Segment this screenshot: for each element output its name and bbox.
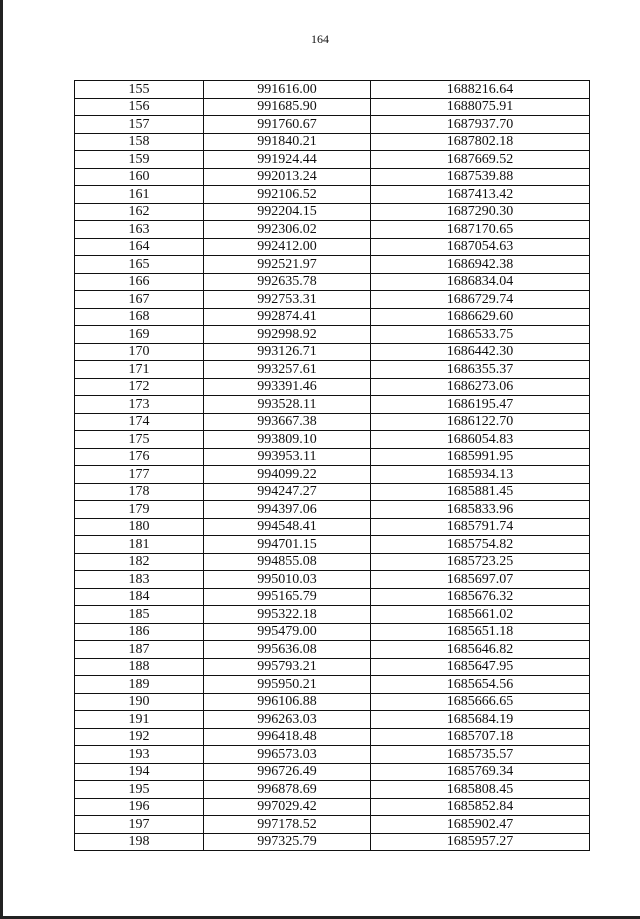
table-row [75,553,590,571]
table-row [75,798,590,816]
table-row [75,483,590,501]
point-number-cell: 157 [75,116,204,134]
table-row [75,326,590,344]
page-left-edge [0,0,3,919]
y-coordinate-cell: 1687170.65 [371,221,590,239]
y-coordinate-cell: 1688216.64 [371,81,590,99]
point-number-cell: 171 [75,361,204,379]
point-number-cell: 163 [75,221,204,239]
point-number-cell: 159 [75,151,204,169]
table-row [75,623,590,641]
table-row [75,98,590,116]
x-coordinate-cell: 994548.41 [204,518,371,536]
x-coordinate-cell: 993667.38 [204,413,371,431]
table-row [75,378,590,396]
y-coordinate-cell: 1685881.45 [371,483,590,501]
x-coordinate-cell: 995636.08 [204,641,371,659]
table-row [75,273,590,291]
x-coordinate-cell: 992106.52 [204,186,371,204]
y-coordinate-cell: 1685654.56 [371,676,590,694]
y-coordinate-cell: 1685697.07 [371,571,590,589]
x-coordinate-cell: 996106.88 [204,693,371,711]
y-coordinate-cell: 1685684.19 [371,711,590,729]
table-row [75,466,590,484]
table-row [75,186,590,204]
y-coordinate-cell: 1686533.75 [371,326,590,344]
table-row [75,396,590,414]
y-coordinate-cell: 1686442.30 [371,343,590,361]
x-coordinate-cell: 994397.06 [204,501,371,519]
y-coordinate-cell: 1688075.91 [371,98,590,116]
point-number-cell: 186 [75,623,204,641]
y-coordinate-cell: 1685676.32 [371,588,590,606]
x-coordinate-cell: 996263.03 [204,711,371,729]
point-number-cell: 191 [75,711,204,729]
table-row [75,116,590,134]
point-number-cell: 195 [75,781,204,799]
x-coordinate-cell: 991760.67 [204,116,371,134]
point-number-cell: 179 [75,501,204,519]
table-row [75,413,590,431]
x-coordinate-cell: 995950.21 [204,676,371,694]
y-coordinate-cell: 1685754.82 [371,536,590,554]
x-coordinate-cell: 991924.44 [204,151,371,169]
table-row [75,571,590,589]
point-number-cell: 155 [75,81,204,99]
x-coordinate-cell: 994099.22 [204,466,371,484]
y-coordinate-cell: 1685647.95 [371,658,590,676]
x-coordinate-cell: 995479.00 [204,623,371,641]
table-row [75,361,590,379]
table-row [75,833,590,851]
point-number-cell: 198 [75,833,204,851]
table-row [75,781,590,799]
point-number-cell: 177 [75,466,204,484]
point-number-cell: 175 [75,431,204,449]
y-coordinate-cell: 1687669.52 [371,151,590,169]
y-coordinate-cell: 1687539.88 [371,168,590,186]
table-row [75,343,590,361]
table-row [75,431,590,449]
point-number-cell: 185 [75,606,204,624]
point-number-cell: 166 [75,273,204,291]
point-number-cell: 158 [75,133,204,151]
point-number-cell: 183 [75,571,204,589]
point-number-cell: 174 [75,413,204,431]
y-coordinate-cell: 1685957.27 [371,833,590,851]
x-coordinate-cell: 994701.15 [204,536,371,554]
point-number-cell: 184 [75,588,204,606]
y-coordinate-cell: 1686942.38 [371,256,590,274]
x-coordinate-cell: 993257.61 [204,361,371,379]
point-number-cell: 172 [75,378,204,396]
x-coordinate-cell: 991616.00 [204,81,371,99]
point-number-cell: 176 [75,448,204,466]
table-row [75,763,590,781]
point-number-cell: 182 [75,553,204,571]
y-coordinate-cell: 1685666.65 [371,693,590,711]
table-row [75,746,590,764]
point-number-cell: 169 [75,326,204,344]
coordinate-table [74,80,590,851]
table-row [75,133,590,151]
point-number-cell: 164 [75,238,204,256]
x-coordinate-cell: 993809.10 [204,431,371,449]
table-row [75,536,590,554]
y-coordinate-cell: 1685791.74 [371,518,590,536]
table-row [75,728,590,746]
table-row [75,291,590,309]
page-number: 164 [311,32,329,46]
y-coordinate-cell: 1685707.18 [371,728,590,746]
table-row [75,676,590,694]
x-coordinate-cell: 993528.11 [204,396,371,414]
point-number-cell: 170 [75,343,204,361]
point-number-cell: 194 [75,763,204,781]
x-coordinate-cell: 992635.78 [204,273,371,291]
point-number-cell: 165 [75,256,204,274]
y-coordinate-cell: 1685769.34 [371,763,590,781]
table-row [75,606,590,624]
y-coordinate-cell: 1687937.70 [371,116,590,134]
table-row [75,711,590,729]
point-number-cell: 190 [75,693,204,711]
y-coordinate-cell: 1687413.42 [371,186,590,204]
x-coordinate-cell: 997325.79 [204,833,371,851]
y-coordinate-cell: 1686729.74 [371,291,590,309]
point-number-cell: 187 [75,641,204,659]
table-row [75,168,590,186]
y-coordinate-cell: 1685991.95 [371,448,590,466]
y-coordinate-cell: 1687802.18 [371,133,590,151]
y-coordinate-cell: 1687290.30 [371,203,590,221]
y-coordinate-cell: 1687054.63 [371,238,590,256]
coordinate-table-body [75,81,590,851]
y-coordinate-cell: 1686054.83 [371,431,590,449]
point-number-cell: 162 [75,203,204,221]
point-number-cell: 196 [75,798,204,816]
x-coordinate-cell: 997029.42 [204,798,371,816]
point-number-cell: 193 [75,746,204,764]
x-coordinate-cell: 997178.52 [204,816,371,834]
table-row [75,588,590,606]
x-coordinate-cell: 994247.27 [204,483,371,501]
x-coordinate-cell: 995010.03 [204,571,371,589]
x-coordinate-cell: 996418.48 [204,728,371,746]
x-coordinate-cell: 993126.71 [204,343,371,361]
x-coordinate-cell: 992874.41 [204,308,371,326]
x-coordinate-cell: 995793.21 [204,658,371,676]
point-number-cell: 192 [75,728,204,746]
point-number-cell: 161 [75,186,204,204]
table-row [75,501,590,519]
point-number-cell: 156 [75,98,204,116]
y-coordinate-cell: 1685735.57 [371,746,590,764]
y-coordinate-cell: 1686273.06 [371,378,590,396]
table-row [75,81,590,99]
y-coordinate-cell: 1685934.13 [371,466,590,484]
y-coordinate-cell: 1686122.70 [371,413,590,431]
x-coordinate-cell: 992013.24 [204,168,371,186]
point-number-cell: 189 [75,676,204,694]
y-coordinate-cell: 1685852.84 [371,798,590,816]
x-coordinate-cell: 996726.49 [204,763,371,781]
y-coordinate-cell: 1686355.37 [371,361,590,379]
x-coordinate-cell: 995165.79 [204,588,371,606]
point-number-cell: 180 [75,518,204,536]
point-number-cell: 167 [75,291,204,309]
x-coordinate-cell: 992204.15 [204,203,371,221]
table-row [75,151,590,169]
y-coordinate-cell: 1685723.25 [371,553,590,571]
y-coordinate-cell: 1686629.60 [371,308,590,326]
table-row [75,518,590,536]
x-coordinate-cell: 995322.18 [204,606,371,624]
x-coordinate-cell: 992412.00 [204,238,371,256]
point-number-cell: 160 [75,168,204,186]
table-row [75,658,590,676]
point-number-cell: 197 [75,816,204,834]
point-number-cell: 178 [75,483,204,501]
table-row [75,238,590,256]
y-coordinate-cell: 1685833.96 [371,501,590,519]
table-row [75,448,590,466]
table-row [75,203,590,221]
y-coordinate-cell: 1685902.47 [371,816,590,834]
x-coordinate-cell: 993953.11 [204,448,371,466]
y-coordinate-cell: 1685808.45 [371,781,590,799]
point-number-cell: 181 [75,536,204,554]
point-number-cell: 173 [75,396,204,414]
table-row [75,221,590,239]
x-coordinate-cell: 996878.69 [204,781,371,799]
x-coordinate-cell: 992521.97 [204,256,371,274]
y-coordinate-cell: 1686834.04 [371,273,590,291]
y-coordinate-cell: 1685651.18 [371,623,590,641]
x-coordinate-cell: 991685.90 [204,98,371,116]
y-coordinate-cell: 1685646.82 [371,641,590,659]
x-coordinate-cell: 992753.31 [204,291,371,309]
table-row [75,641,590,659]
table-row [75,308,590,326]
x-coordinate-cell: 991840.21 [204,133,371,151]
x-coordinate-cell: 992306.02 [204,221,371,239]
point-number-cell: 188 [75,658,204,676]
x-coordinate-cell: 993391.46 [204,378,371,396]
x-coordinate-cell: 994855.08 [204,553,371,571]
table-row [75,816,590,834]
y-coordinate-cell: 1686195.47 [371,396,590,414]
point-number-cell: 168 [75,308,204,326]
table-row [75,256,590,274]
x-coordinate-cell: 996573.03 [204,746,371,764]
table-row [75,693,590,711]
y-coordinate-cell: 1685661.02 [371,606,590,624]
x-coordinate-cell: 992998.92 [204,326,371,344]
